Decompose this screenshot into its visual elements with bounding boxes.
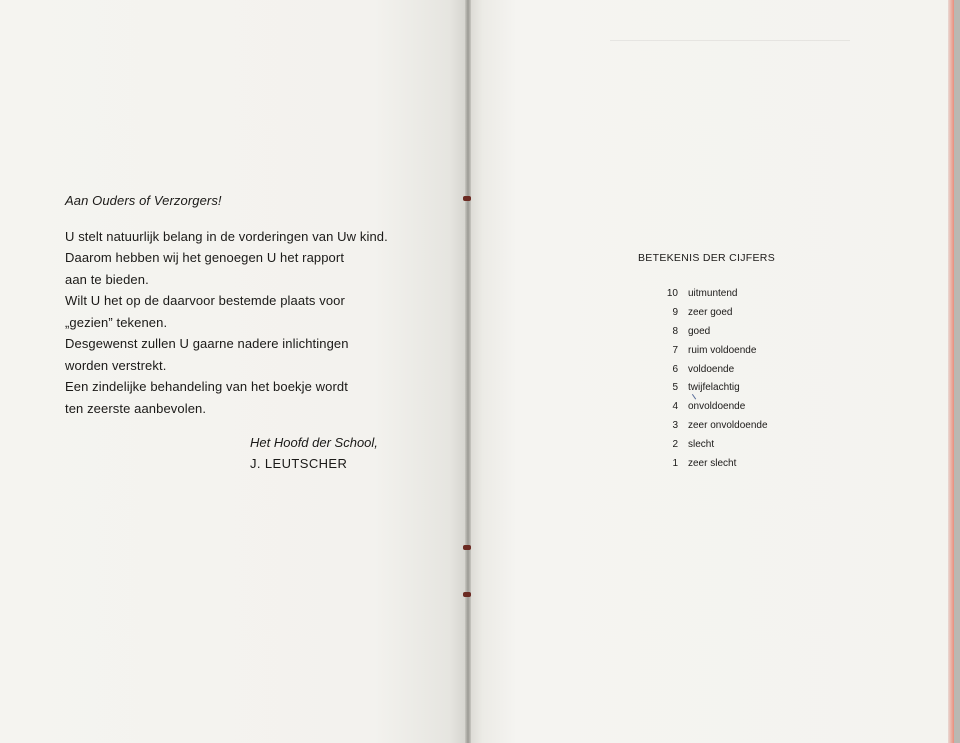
- binding-gutter: [465, 0, 471, 743]
- letter-line: aan te bieden.: [65, 271, 149, 287]
- grades-list: [654, 285, 768, 474]
- signature-block: [250, 432, 378, 474]
- grade-meaning: zeer goed: [688, 306, 733, 318]
- letter-line: worden verstrekt.: [65, 357, 167, 373]
- grade-meaning: onvoldoende: [688, 401, 746, 413]
- letter-salutation: Aan Ouders of Verzorgers!: [65, 193, 222, 208]
- grade-row: [654, 323, 768, 342]
- letter-line: „gezien” tekenen.: [65, 314, 168, 330]
- letter-line: ten zeerste aanbevolen.: [65, 400, 207, 416]
- grade-number: 8: [672, 325, 678, 337]
- grade-meaning: slecht: [688, 439, 715, 451]
- grade-row: [654, 398, 768, 417]
- grade-number: 9: [672, 306, 678, 318]
- grade-meaning: ruim voldoende: [688, 344, 757, 356]
- grade-number: 1: [672, 458, 678, 470]
- signature-role: Het Hoofd der School,: [250, 435, 378, 450]
- grade-meaning: voldoende: [688, 363, 735, 375]
- grade-number: 3: [672, 420, 678, 432]
- grade-number: 10: [666, 288, 678, 299]
- parent-letter: [65, 190, 389, 419]
- letter-line: Daarom hebben wij het genoegen U het rapport: [65, 250, 345, 265]
- grade-number: 2: [672, 439, 678, 451]
- letter-line: U stelt natuurlijk belang in de vorderingen van Uw kind.: [65, 228, 388, 244]
- staple-mark: [463, 196, 471, 201]
- grade-number: 6: [672, 363, 678, 375]
- grades-title: BETEKENIS DER CIJFERS: [638, 252, 775, 264]
- grade-row: [654, 436, 768, 455]
- grade-meaning: zeer slecht: [688, 458, 737, 470]
- letter-line: Desgewenst zullen U gaarne nadere inlichtingen: [65, 336, 349, 351]
- grade-number: 4: [672, 401, 678, 413]
- grade-row: [654, 417, 768, 436]
- grade-row: [654, 361, 768, 380]
- letter-body: [65, 226, 389, 420]
- staple-mark: [463, 592, 471, 597]
- signature-name: J. LEUTSCHER: [250, 456, 348, 471]
- grade-row: [654, 342, 768, 361]
- grade-meaning: twijfelachtig: [688, 382, 740, 394]
- grade-meaning: zeer onvoldoende: [688, 420, 768, 432]
- page-edge: [948, 0, 954, 743]
- grade-row: [654, 379, 768, 398]
- show-through: [610, 40, 850, 181]
- staple-mark: [463, 545, 471, 550]
- grade-number: 7: [672, 344, 678, 356]
- grade-row: [654, 304, 768, 323]
- letter-line: Wilt U het op de daarvoor bestemde plaats voor: [65, 293, 345, 308]
- grade-row: [654, 285, 768, 304]
- grade-row: [654, 455, 768, 474]
- grade-number: 5: [672, 382, 678, 394]
- grade-meaning: uitmuntend: [688, 288, 738, 299]
- grade-meaning: goed: [688, 325, 711, 337]
- letter-line: Een zindelijke behandeling van het boekje wordt: [65, 379, 348, 394]
